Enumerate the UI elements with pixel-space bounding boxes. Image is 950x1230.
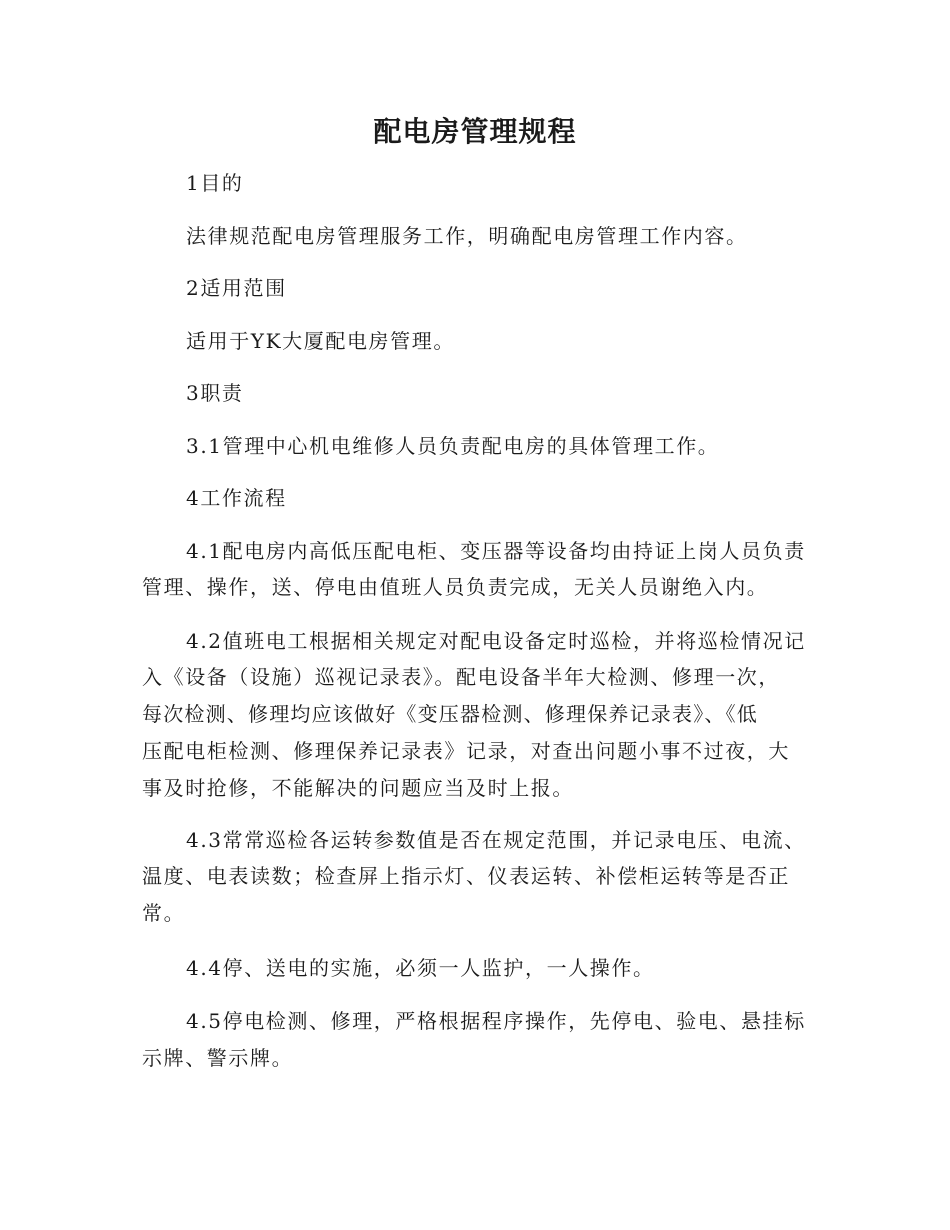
section-heading-scope: 2适用范围 [186, 276, 287, 300]
paragraph-4-4: 4.4停、送电的实施，必须一人监护，一人操作。 [186, 956, 655, 980]
paragraph-4-2-line: 压配电柜检测、修理保养记录表》记录，对查出问题小事不过夜，大 [142, 739, 790, 763]
paragraph-4-3-line: 温度、电表读数；检查屏上指示灯、仪表运转、补偿柜运转等是否正 [142, 864, 790, 888]
paragraph-scope: 适用于YK大厦配电房管理。 [186, 329, 455, 353]
document-title: 配电房管理规程 [373, 115, 577, 148]
paragraph-4-3-line: 4.3常常巡检各运转参数值是否在规定范围，并记录电压、电流、 [186, 828, 806, 852]
section-heading-purpose: 1目的 [186, 171, 244, 195]
section-heading-workflow: 4工作流程 [186, 486, 287, 510]
section-heading-duties: 3职责 [186, 381, 244, 405]
paragraph-4-5-line: 4.5停电检测、修理，严格根据程序操作，先停电、验电、悬挂标 [186, 1009, 806, 1033]
paragraph-4-2-line: 入《设备（设施）巡视记录表》。配电设备半年大检测、修理一次， [142, 665, 780, 689]
paragraph-4-5-line: 示牌、警示牌。 [142, 1046, 294, 1070]
paragraph-4-1-line: 管理、操作，送、停电由值班人员负责完成，无关人员谢绝入内。 [142, 575, 769, 599]
paragraph-4-2-line: 事及时抢修，不能解决的问题应当及时上报。 [142, 776, 574, 800]
paragraph-4-1-line: 4.1配电房内高低压配电柜、变压器等设备均由持证上岗人员负责 [186, 539, 806, 563]
paragraph-duties-3-1: 3.1管理中心机电维修人员负责配电房的具体管理工作。 [186, 434, 720, 458]
paragraph-4-2-line: 每次检测、修理均应该做好《变压器检测、修理保养记录表》、《低 [142, 702, 758, 726]
paragraph-purpose: 法律规范配电房管理服务工作，明确配电房管理工作内容。 [186, 224, 748, 248]
paragraph-4-3-line: 常。 [142, 901, 186, 925]
paragraph-4-2-line: 4.2值班电工根据相关规定对配电设备定时巡检，并将巡检情况记 [186, 629, 806, 653]
